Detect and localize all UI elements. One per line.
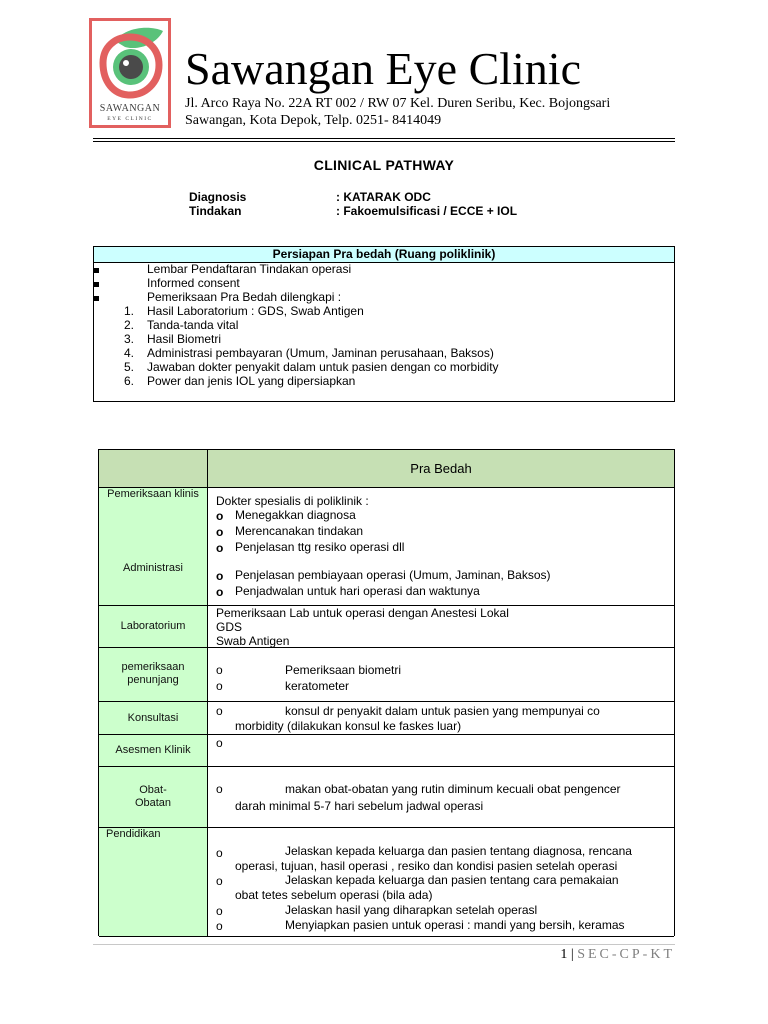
bullet-o-icon: o	[216, 704, 223, 718]
pendidikan-item2-l1: Jelaskan kepada keluarga dan pasien tentang cara pemakaian	[285, 873, 619, 887]
table-header-blank	[99, 450, 208, 488]
header-divider	[93, 138, 675, 139]
row-content-pendidikan	[208, 828, 674, 937]
obat-line2: darah minimal 5-7 hari sebelum jadwal operasi	[235, 799, 484, 813]
logo-subtitle: EYE CLINIC	[107, 116, 153, 122]
penunjang-item: Pemeriksaan biometri	[285, 663, 402, 677]
admin-item: Penjelasan pembiayaan operasi (Umum, Jaminan, Baksos)	[235, 568, 551, 582]
label-obat-2: Obatan	[134, 797, 172, 809]
list-number: 4.	[123, 346, 134, 360]
row-label-pemeriksaan-klinis	[99, 488, 208, 606]
header-divider-2	[93, 141, 675, 142]
row-label-konsultasi	[99, 702, 208, 735]
label-asesmen: Asesmen Klinik	[115, 744, 191, 756]
label-administrasi: Administrasi	[123, 562, 183, 574]
diagnosis-value: : KATARAK ODC	[336, 190, 431, 204]
row-label-laboratorium	[99, 606, 208, 648]
prep-bullet: Informed consent	[147, 276, 240, 290]
bullet-icon	[88, 263, 104, 277]
klinis-item: Merencanakan tindakan	[235, 524, 364, 538]
page-number: 1 |	[560, 947, 574, 962]
prep-bullet: Pemeriksaan Pra Bedah dilengkapi :	[147, 290, 342, 304]
row-label-pendidikan	[99, 828, 208, 937]
tindakan-label: Tindakan	[189, 204, 242, 218]
label-pendidikan: Pendidikan	[106, 828, 161, 840]
page-footer	[560, 947, 675, 963]
label-konsultasi: Konsultasi	[127, 712, 179, 724]
row-content-penunjang	[208, 648, 674, 702]
label-obat-1: Obat-	[139, 784, 167, 796]
bullet-o-icon: o	[216, 509, 224, 523]
bullet-o-icon: o	[216, 782, 223, 796]
prep-numbered-item: Power dan jenis IOL yang dipersiapkan	[147, 374, 356, 388]
bullet-o-icon: o	[216, 919, 223, 933]
pendidikan-item1-l1: Jelaskan kepada keluarga dan pasien tentang diagnosa, rencana	[285, 844, 632, 858]
prep-numbered-item: Administrasi pembayaran (Umum, Jaminan perusahaan, Baksos)	[147, 346, 494, 360]
row-content-laboratorium	[208, 606, 674, 648]
logo-name: SAWANGAN	[99, 103, 161, 114]
list-number: 3.	[123, 332, 134, 346]
bullet-icon	[88, 291, 104, 305]
bullet-o-icon: o	[216, 736, 223, 750]
diagnosis-label: Diagnosis	[189, 190, 247, 204]
lab-line: Swab Antigen	[216, 634, 290, 648]
pendidikan-item2-l2: obat tetes sebelum operasi (bila ada)	[235, 888, 433, 902]
list-number: 5.	[123, 360, 134, 374]
label-laboratorium: Laboratorium	[120, 620, 186, 632]
footer-divider	[93, 944, 675, 945]
list-number: 2.	[123, 318, 134, 332]
penunjang-item: keratometer	[285, 679, 350, 693]
list-number: 6.	[123, 374, 134, 388]
row-content-asesmen	[208, 735, 674, 767]
bullet-o-icon: o	[216, 585, 224, 599]
admin-item: Penjadwalan untuk hari operasi dan waktunya	[235, 584, 480, 598]
klinis-intro: Dokter spesialis di poliklinik :	[216, 494, 369, 508]
table-heading: Pra Bedah	[208, 450, 674, 488]
row-label-penunjang	[99, 648, 208, 702]
lab-line: Pemeriksaan Lab untuk operasi dengan Anestesi Lokal	[216, 606, 509, 620]
pendidikan-item4: Menyiapkan pasien untuk operasi : mandi yang bersih, keramas	[285, 918, 625, 932]
row-content-obat	[208, 767, 674, 828]
clinic-logo	[89, 18, 171, 128]
bullet-o-icon: o	[216, 541, 224, 555]
prep-numbered-item: Tanda-tanda vital	[147, 318, 239, 332]
clinic-address-line1: Jl. Arco Raya No. 22A RT 002 / RW 07 Kel. Duren Seribu, Kec. Bojongsari	[185, 96, 611, 111]
row-label-asesmen	[99, 735, 208, 767]
prep-heading: Persiapan Pra bedah (Ruang poliklinik)	[94, 247, 674, 263]
bullet-o-icon: o	[216, 663, 223, 677]
klinis-item: Menegakkan diagnosa	[235, 508, 356, 522]
lab-line: GDS	[216, 620, 243, 634]
clinic-name: Sawangan Eye Clinic	[185, 43, 582, 94]
row-content-konsultasi	[208, 702, 674, 735]
prep-section	[93, 246, 675, 402]
klinis-item: Penjelasan ttg resiko operasi dll	[235, 540, 405, 554]
bullet-o-icon: o	[216, 846, 223, 860]
konsultasi-line1: konsul dr penyakit dalam untuk pasien yang mempunyai co	[285, 704, 600, 718]
eye-logo-icon	[95, 23, 165, 103]
bullet-o-icon: o	[216, 904, 223, 918]
prep-numbered-item: Jawaban dokter penyakit dalam untuk pasien dengan co morbidity	[147, 360, 499, 374]
bullet-o-icon: o	[216, 525, 224, 539]
clinic-address-line2: Sawangan, Kota Depok, Telp. 0251- 8414049	[185, 113, 442, 128]
pendidikan-item3: Jelaskan hasil yang diharapkan setelah operasl	[285, 903, 538, 917]
list-number: 1.	[123, 304, 134, 318]
obat-line1: makan obat-obatan yang rutin diminum kecuali obat pengencer	[285, 782, 621, 796]
prep-bullet: Lembar Pendaftaran Tindakan operasi	[147, 262, 352, 276]
prep-numbered-item: Hasil Laboratorium : GDS, Swab Antigen	[147, 304, 364, 318]
bullet-icon	[88, 277, 104, 291]
row-content-pemeriksaan-klinis	[208, 488, 674, 606]
document-title: CLINICAL PATHWAY	[313, 157, 455, 173]
pendidikan-item1-l2: operasi, tujuan, hasil operasi , resiko dan kondisi pasien setelah operasi	[235, 859, 618, 873]
tindakan-value: : Fakoemulsificasi / ECCE + IOL	[336, 204, 518, 218]
pra-bedah-table	[98, 449, 675, 936]
prep-numbered-item: Hasil Biometri	[147, 332, 222, 346]
label-penunjang-1: pemeriksaan	[121, 661, 185, 673]
row-label-obat	[99, 767, 208, 828]
label-penunjang-2: penunjang	[127, 674, 179, 686]
bullet-o-icon: o	[216, 679, 223, 693]
konsultasi-line2: morbidity (dilakukan konsul ke faskes luar)	[235, 719, 462, 733]
document-code: SEC-CP-KT	[577, 947, 675, 962]
bullet-o-icon: o	[216, 874, 223, 888]
label-pemeriksaan-klinis: Pemeriksaan klinis	[107, 488, 199, 500]
bullet-o-icon: o	[216, 569, 224, 583]
